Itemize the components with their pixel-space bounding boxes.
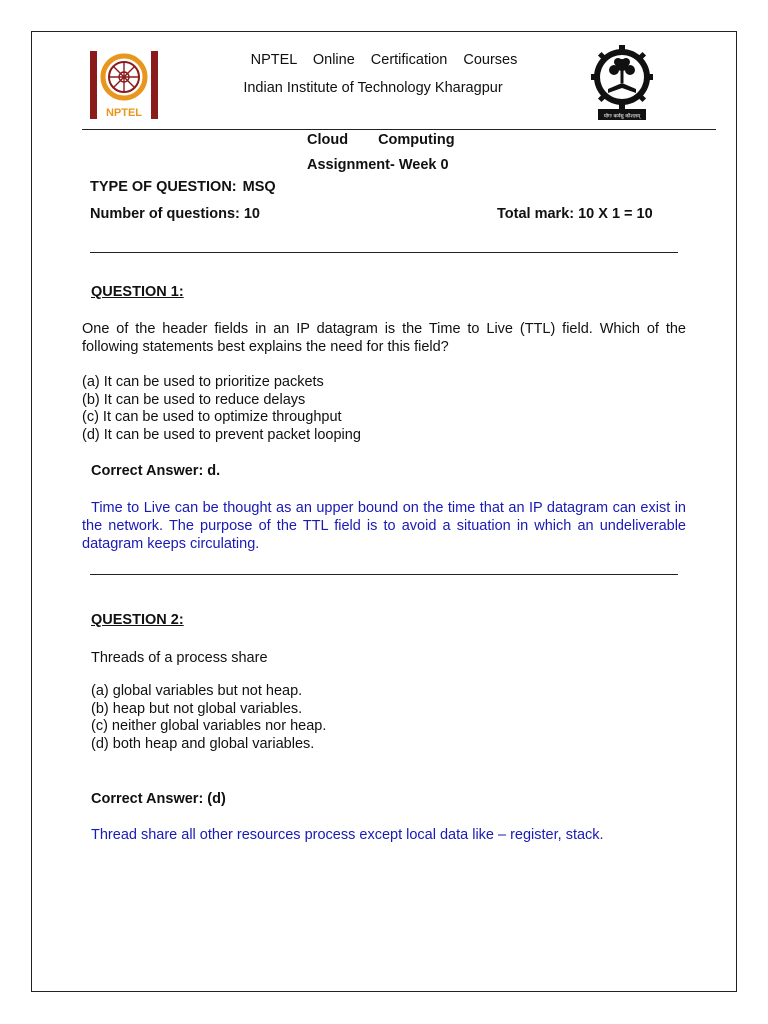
question-2-option-c: (c) neither global variables nor heap. bbox=[91, 718, 327, 734]
question-1-text: One of the header fields in an IP datagram is the Time to Live (TTL) field. Which of the following statements best explains the need for this field? bbox=[82, 321, 686, 355]
total-mark: Total mark: 10 X 1 = 10 bbox=[497, 206, 653, 222]
question-2-option-b: (b) heap but not global variables. bbox=[91, 700, 303, 717]
question-2-option-d: (d) both heap and global variables. bbox=[91, 735, 315, 752]
question-2-explanation: Thread share all other resources process except local data like – register, stack. bbox=[91, 827, 604, 843]
question-type-value: MSQ bbox=[242, 179, 276, 195]
course-title-word-1: Cloud bbox=[307, 132, 349, 148]
question-1-options bbox=[82, 374, 361, 444]
section-divider bbox=[90, 574, 678, 575]
question-1-heading: QUESTION 1: bbox=[91, 284, 184, 300]
course-title-word-2: Computing bbox=[378, 132, 455, 148]
header-line-1: NPTEL Online Certification Courses bbox=[250, 52, 518, 68]
number-of-questions-value: : 10 bbox=[235, 206, 261, 222]
question-1-explanation: Time to Live can be thought as an upper bound on the time that an IP datagram can exist in the network. The purpose of the TTL field is to avoid a situation in which an undeliverable datagram keeps circulating. bbox=[82, 500, 686, 552]
question-1-option-c: (c) It can be used to optimize throughput bbox=[82, 409, 342, 425]
question-type bbox=[90, 179, 276, 195]
question-2-text: Threads of a process share bbox=[91, 650, 268, 666]
header-divider bbox=[82, 129, 716, 130]
nptel-logo-text: NPTEL bbox=[105, 107, 143, 119]
iit-logo-motto: योगः कर्मसु कौशलम् bbox=[603, 113, 641, 120]
section-divider bbox=[90, 252, 678, 253]
number-of-questions bbox=[90, 206, 260, 222]
header-line-2: Indian Institute of Technology Kharagpur bbox=[243, 80, 503, 96]
number-of-questions-label: Number of questions bbox=[90, 206, 236, 222]
question-1-option-a: (a) It can be used to prioritize packets bbox=[82, 374, 324, 390]
question-1-option-d: (d) It can be used to prevent packet looping bbox=[82, 426, 361, 443]
question-2-answer: Correct Answer: (d) bbox=[91, 791, 226, 807]
question-1-option-b: (b) It can be used to reduce delays bbox=[82, 391, 306, 408]
question-2-options bbox=[91, 683, 326, 753]
question-2-option-a: (a) global variables but not heap. bbox=[91, 683, 303, 699]
question-2-heading: QUESTION 2: bbox=[91, 612, 184, 628]
course-title bbox=[307, 132, 455, 148]
assignment-subtitle: Assignment- Week 0 bbox=[307, 157, 449, 173]
question-1-answer: Correct Answer: d. bbox=[91, 463, 221, 479]
iit-kharagpur-logo bbox=[590, 43, 654, 123]
question-type-label: TYPE OF QUESTION: bbox=[90, 179, 237, 195]
